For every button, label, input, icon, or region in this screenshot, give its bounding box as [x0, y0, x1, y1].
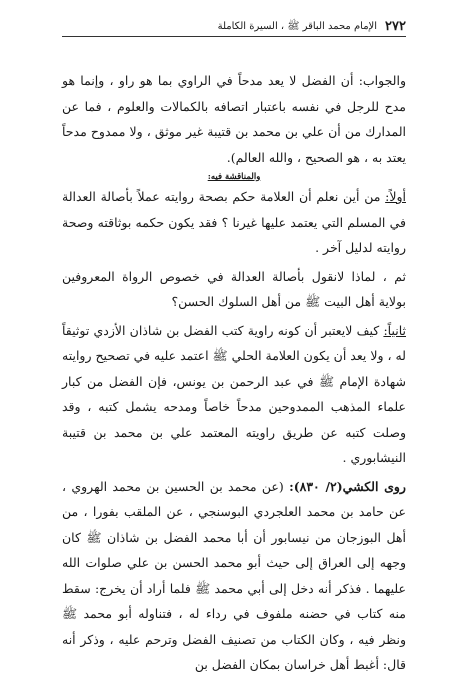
paragraph-second-point — [62, 318, 406, 471]
first-point-text: من أين نعلم أن العلامة حكم بصحة روايته عملاً بأصالة العدالة في المسلم التي يعتمد عليها غيرنا ؟ فقد يكون حكمه بوثاقته وصحة روايته لدليل آخر . — [62, 189, 406, 255]
page-body — [62, 68, 406, 678]
second-point-text: كيف لايعتبر أن كونه راوية كتب الفضل بن شاذان الأزدي توثيقاً له ، ولا يعد أن يكون العلامة الحلي ﷺ اعتمد عليه في تصحيح روايته شهادة الإمام ﷺ في عبد الرحمن بن يونس، فإن الفضل من كبار علماء المذهب الممدوحين مدحاً خاصاً ومدحه يشمل كتبه ، وقد وصلت كتبه عن طريق راويته المعتمد علي بن محمد بن قتيبة النيشابوري . — [62, 322, 406, 465]
paragraph-answer: والجواب: أن الفضل لا يعد مدحاً في الراوي بما هو راو ، وإنما هو مدح للرجل في نفسه باعتبار اتصافه بالكمالات والعلوم ، فما عن المدارك من أن علي بن محمد بن قتيبة غير موثق ، ولا ممدوح مدحاً يعتد به ، هو الصحيح ، والله العالم). — [62, 73, 406, 165]
paragraph-first-point — [62, 184, 406, 261]
section-subheading: والمناقشة فيه: — [207, 172, 261, 182]
paragraph-question: ثم ، لماذا لانقول بأصالة العدالة في خصوص الرواة المعروفين بولاية أهل البيت ﷺ من أهل السلوك الحسن؟ — [62, 268, 406, 309]
narration-text: (عن محمد بن الحسين بن محمد الهروي ، عن حامد بن محمد العلجردي البوسنجي ، عن الملقب بفورا ، من أهل البوزجان من نيسابور أن أبا محمد الفضل بن شاذان ﷺ كان وجهه إلى العراق إلى حيث أبو محمد الحسن بن علي صلوات الله عليهما . فذكر أنه دخل إلى أبي محمد ﷺ فلما أراد أن يخرج: سقط منه كتاب في حضنه ملفوف في رداء له ، فتناوله أبو محمد ﷺ ونظر فيه ، وكان الكتاب من تصنيف الفضل وترحم عليه ، وذكر أنه قال: أغبط أهل خراسان بمكان الفضل بن — [62, 478, 406, 672]
paragraph-kashshi-narration — [62, 474, 406, 678]
citation-label: روى الكشي(٢/ ٨٣٠): — [289, 478, 406, 494]
page-number: ٢٧٢ — [385, 19, 406, 34]
page-header — [62, 12, 406, 37]
running-title: الإمام محمد الباقر ﷺ ، السيرة الكاملة — [217, 21, 378, 32]
second-point-label: ثانياً: — [383, 322, 406, 338]
first-point-label: أولاً: — [385, 189, 406, 204]
